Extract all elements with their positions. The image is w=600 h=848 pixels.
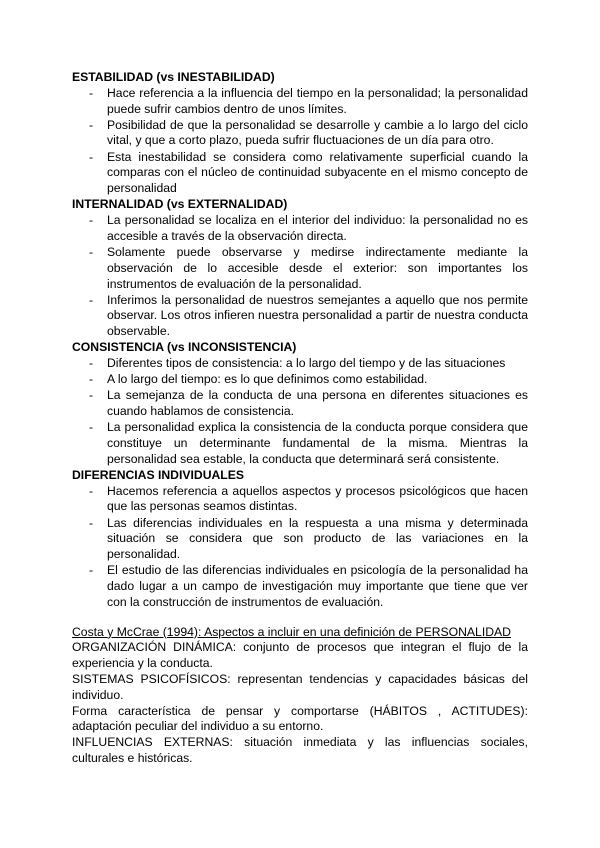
list-item-text: A lo largo del tiempo: es lo que definimos como estabilidad. xyxy=(107,372,428,387)
list-item-text: Diferentes tipos de consistencia: a lo largo del tiempo y de las situaciones xyxy=(107,356,506,371)
bullet-list xyxy=(72,213,528,340)
section-heading: CONSISTENCIA (vs INCONSISTENCIA) xyxy=(72,340,297,355)
definition-paragraph: Forma característica de pensar y comportarse (HÁBITOS , ACTITUDES): adaptación peculiar del individuo a su entorno. xyxy=(72,703,528,734)
list-item-text: La semejanza de la conducta de una persona en diferentes situaciones es cuando hablamos de consistencia. xyxy=(107,388,528,419)
list-item-text: Posibilidad de que la personalidad se desarrolle y cambie a lo largo del ciclo vital, y que a corto plazo, pueda sufrir fluctuaciones de un día para otro. xyxy=(107,117,528,148)
section-consistencia xyxy=(72,340,528,467)
definition-block xyxy=(72,625,528,767)
bullet-dash: - xyxy=(89,515,94,530)
list-item-text: La personalidad explica la consistencia de la conducta porque considera que constituye un determinante fundamental de la misma. Mientras la personalidad sea estable, la conducta que determinará será consistente. xyxy=(107,420,528,466)
list-item-text: Solamente puede observarse y medirse indirectamente mediante la observación de lo accesible desde el exterior: son importantes los instrumentos de evaluación de la personalidad. xyxy=(107,244,528,291)
list-item xyxy=(72,118,528,150)
list-item xyxy=(72,150,528,197)
bullet-dash: - xyxy=(89,420,94,435)
section-heading: DIFERENCIAS INDIVIDUALES xyxy=(72,467,244,482)
list-item-text: El estudio de las diferencias individuales en psicología de la personalidad ha dado lugar a un campo de investigación muy importante que tiene que ver con la construcción de instrumentos de evaluación. xyxy=(107,563,528,609)
bullet-dash: - xyxy=(89,149,94,164)
list-item-text: La personalidad se localiza en el interior del individuo: la personalidad no es accesible a través de la observación directa. xyxy=(107,213,528,243)
definition-paragraph: INFLUENCIAS EXTERNAS: situación inmediata y las influencias sociales, culturales e históricas. xyxy=(72,735,528,766)
list-item xyxy=(72,245,528,292)
section-estabilidad xyxy=(72,70,528,197)
section-diferencias-individuales xyxy=(72,468,528,611)
section-heading: INTERNALIDAD (vs EXTERNALIDAD) xyxy=(72,197,288,212)
list-item-text: Las diferencias individuales en la respuesta a una misma y determinada situación se considera que son producto de las variaciones en la personalidad. xyxy=(107,515,528,562)
bullet-dash: - xyxy=(89,483,94,498)
list-item xyxy=(72,516,528,563)
list-item xyxy=(72,372,528,388)
bullet-dash: - xyxy=(89,372,94,387)
list-item xyxy=(72,484,528,516)
bullet-dash: - xyxy=(89,85,94,100)
bullet-list xyxy=(72,484,528,611)
bullet-list xyxy=(72,86,528,197)
section-internalidad xyxy=(72,197,528,340)
list-item xyxy=(72,293,528,340)
definition-paragraph: SISTEMAS PSICOFÍSICOS: representan tendencias y capacidades básicas del individuo. xyxy=(72,672,528,702)
bullet-dash: - xyxy=(89,244,94,259)
bullet-dash: - xyxy=(89,356,94,371)
list-item xyxy=(72,356,528,372)
bullet-dash: - xyxy=(89,117,94,132)
definition-title: Costa y McCrae (1994): Aspectos a incluir en una definición de PERSONALIDAD xyxy=(72,624,511,639)
list-item xyxy=(72,388,528,420)
list-item xyxy=(72,86,528,118)
bullet-list xyxy=(72,356,528,467)
list-item xyxy=(72,563,528,610)
bullet-dash: - xyxy=(89,563,94,578)
list-item-text: Hacemos referencia a aquellos aspectos y procesos psicológicos que hacen que las personas seamos distintas. xyxy=(107,483,528,514)
list-item xyxy=(72,213,528,245)
bullet-dash: - xyxy=(89,388,94,403)
list-item-text: Inferimos la personalidad de nuestros semejantes a aquello que nos permite observar. Los otros infieren nuestra personalidad a partir de nuestra conducta observable. xyxy=(107,292,528,339)
list-item-text: Esta inestabilidad se considera como relativamente superficial cuando la comparas con el núcleo de continuidad subyacente en el mismo concepto de personalidad xyxy=(107,149,528,196)
document-page xyxy=(72,70,528,767)
bullet-dash: - xyxy=(89,292,94,307)
definition-paragraph: ORGANIZACIÓN DINÁMICA: conjunto de procesos que integran el flujo de la experiencia y la conducta. xyxy=(72,640,528,671)
list-item-text: Hace referencia a la influencia del tiempo en la personalidad; la personalidad puede sufrir cambios dentro de unos límites. xyxy=(107,85,528,116)
list-item xyxy=(72,420,528,467)
section-heading: ESTABILIDAD (vs INESTABILIDAD) xyxy=(72,70,275,84)
bullet-dash: - xyxy=(89,213,94,228)
